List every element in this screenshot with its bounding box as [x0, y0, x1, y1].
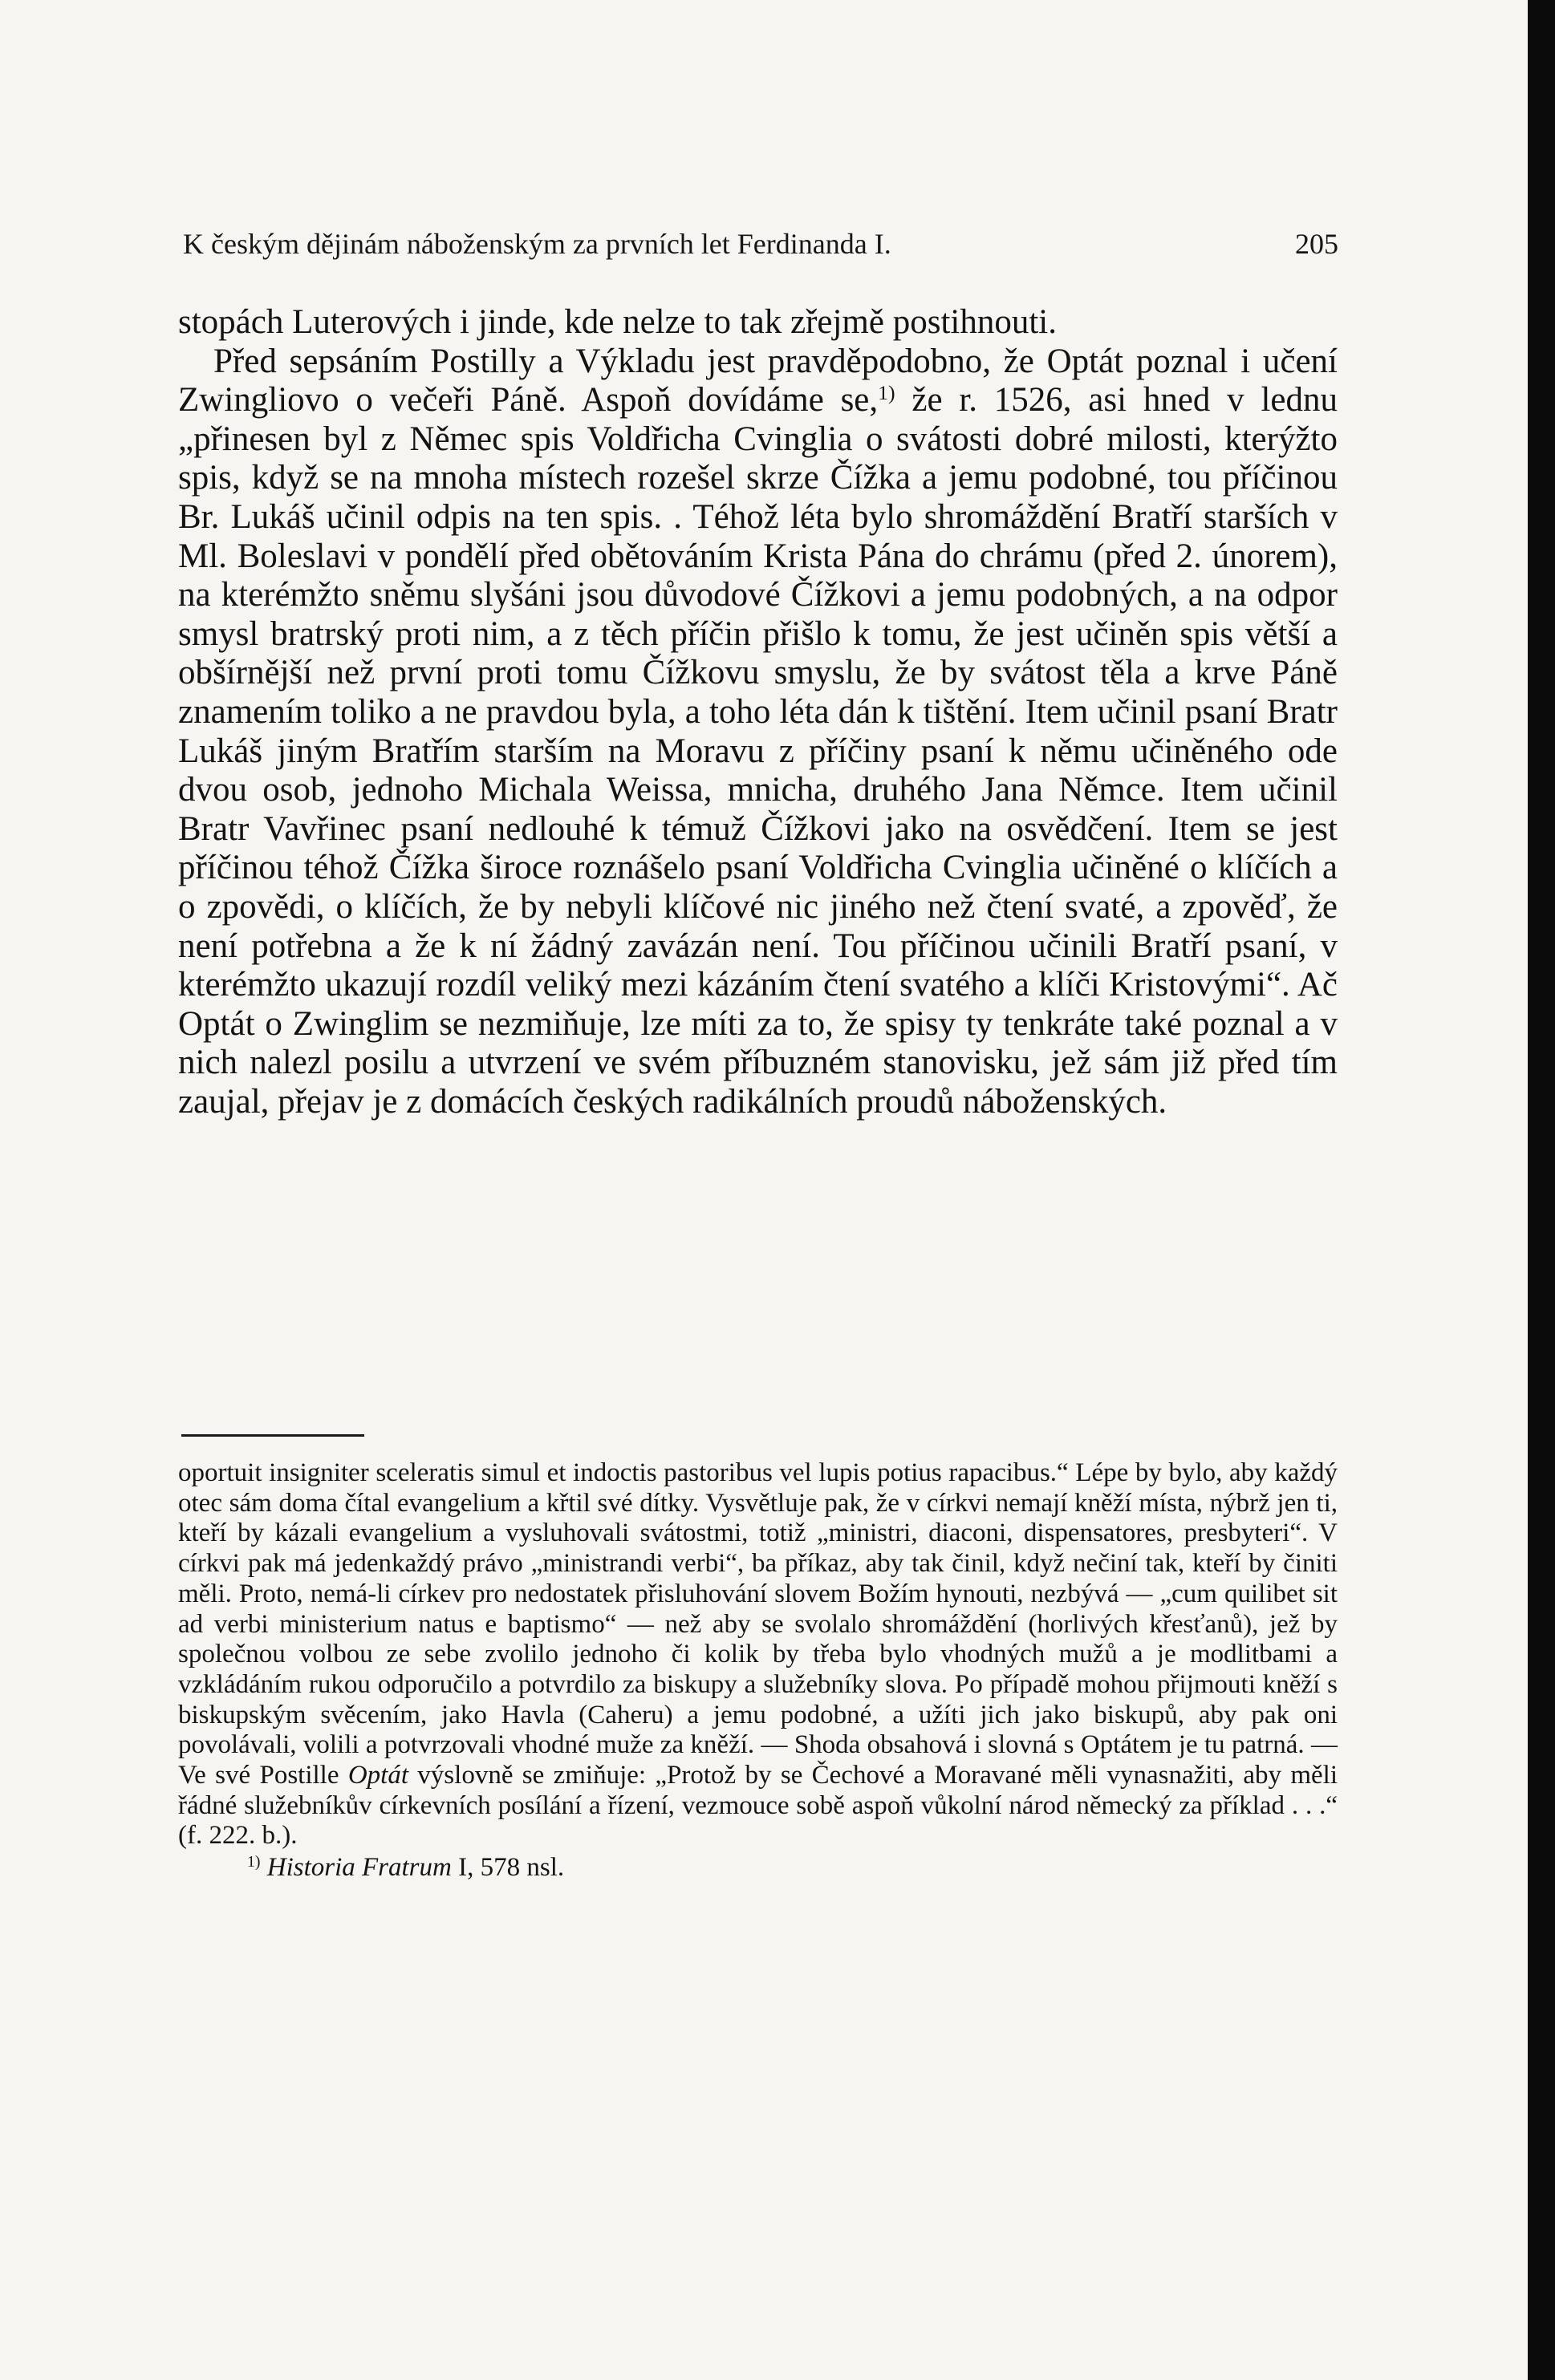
footnotes [178, 1458, 1338, 1883]
footnote-source-title: Historia Fratrum [266, 1853, 452, 1883]
paragraph-2-rest: že r. 1526, asi hned v lednu „přinesen byl z Němec spis Voldřicha Cvinglia o svátosti dobré milosti, kterýžto spis, když se na mnoha místech rozešel skrze Čížka a jemu podobné, tou příčinou Br. Lukáš učinil odpis na ten spis. . Téhož léta bylo shromáždění Bratří starších v Ml. Boleslavi v pondělí před obětováním Krista Pána do chrámu (před 2. únorem), na kterémžto sněmu slyšáni jsou důvodové Čížkovi a jemu podobných, a na odpor smysl bratrský proti nim, a z těch příčin přišlo k tomu, že jest učiněn spis větší a obšírnější než první proti tomu Čížkovu smyslu, že by svátost těla a krve Páně znamením toliko a ne pravdou byla, a toho léta dán k tištění. Item učinil psaní Bratr Lukáš jiným Bratřím starším na Moravu z příčiny psaní k němu učiněného ode dvou osob, jednoho Michala Weissa, mnicha, druhého Jana Němce. Item učinil Bratr Vavřinec psaní nedlouhé k témuž Čížkovi jako na osvědčení. Item se jest příčinou téhož Čížka široce roznášelo psaní Voldřicha Cvinglia učiněné o klíčích a o zpovědi, o klíčích, že by nebyli klíčové nic jiného než čtení svaté, a zpověď, že není potřebna a že k ní žádný zavázán není. Tou příčinou učinili Bratří psaní, v kterémžto ukazují rozdíl veliký mezi kázáním čtení svatého a klíči Kristovými“. Ač Optát o Zwinglim se nezmiňuje, lze míti za to, že spisy ty tenkráte také poznal a v nich nalezl posilu a utvrzení ve svém příbuzném stanovisku, jež sám již před tím zaujal, přejav je z domácích českých radikálních proudů náboženských. [178, 381, 1338, 1121]
footnote-separator-rule [181, 1434, 364, 1437]
footnote-continuation-end: výslovně se zmiňuje: „Protož by se Čechové a Moravané měli vynasnažiti, aby měli řádné služebníkův církevních posílání a řízení, vezmouce sobě aspoň vůkolní národ německý za příklad . . .“ (f. 222. b.). [178, 1761, 1338, 1851]
paragraph-2-start: Před sepsáním Postilly a Výkladu jest pravděpodobno, že Optát poznal i učení Zwingliovo o večeři Páně. Aspoň dovídáme se, [178, 342, 1338, 420]
footnote-continuation-start: oportuit insigniter sceleratis simul et indoctis pastoribus vel lupis potius rapacibus.“ Lépe by bylo, aby každý otec sám doma čítal evangelium a křtil své dítky. Vysvětluje pak, že v církvi nemají kněží místa, nýbrž jen ti, kteří by kázali evangelium a vysluhovali svátostmi, totiž „ministri, diaconi, dispensatores, presbyteri“. V církvi pak má jedenkaždý právo „ministrandi verbi“, ba příkaz, aby tak činil, když nečiní tak, kteří by činiti měli. Proto, nemá-li církev pro nedostatek přisluhování slovem Božím hynouti, nezbývá — „cum quilibet sit ad verbi ministerium natus e baptismo“ — než aby se svolalo shromáždění (horlivých křesťanů), jež by společnou volbou ze sebe zvolilo jednoho či kolik by třeba bylo vhodných mužů a je modlitbami a vzkládáním rukou odporučilo a potvrdilo za biskupy a služebníky slova. Po případě mohou přijmouti kněží s biskupským svěcením, jako Havla (Caheru) a jemu podobné, a užíti jich jako biskupů, aby pak oni povolávali, volili a potvrzovali vhodné muže za kněží. — Shoda obsahová i slovná s Optátem je tu patrná. — Ve své Postille [178, 1458, 1338, 1790]
running-head-title: K českým dějinám náboženským za prvních let Ferdinanda I. [183, 228, 891, 260]
footnote-source-rest: I, 578 nsl. [451, 1853, 565, 1883]
footnote-1 [178, 1853, 1338, 1883]
main-text [178, 303, 1338, 1121]
scan-edge [1528, 0, 1555, 2380]
footnote-reference: 1) [878, 381, 895, 404]
footnote-continuation [178, 1458, 1338, 1851]
footnote-italic-name: Optát [347, 1761, 408, 1790]
footnote-marker: 1) [247, 1853, 261, 1871]
page-number: 205 [1295, 228, 1338, 260]
paragraph-1: stopách Luterových i jinde, kde nelze to tak zřejmě postihnouti. [178, 303, 1057, 341]
paragraph-2 [178, 343, 1338, 1122]
